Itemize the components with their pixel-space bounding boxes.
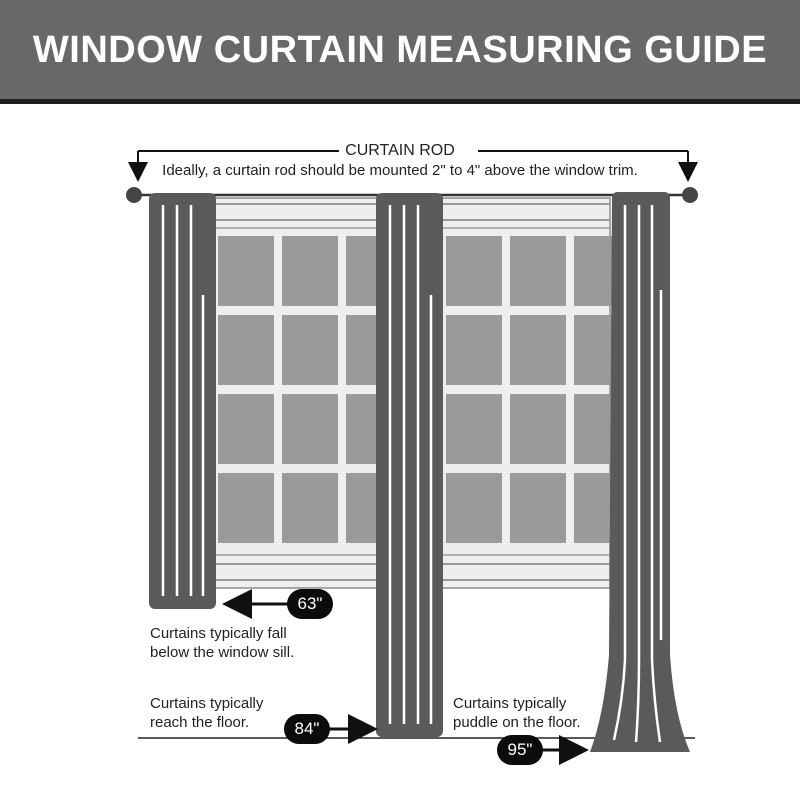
- window-pane: [510, 236, 566, 306]
- length-badge-63: 63": [287, 589, 333, 619]
- window-pane: [446, 473, 502, 543]
- caption-84: [150, 694, 263, 732]
- window-pane: [446, 315, 502, 385]
- window-pane: [282, 394, 338, 464]
- length-badge-95: 95": [497, 735, 543, 765]
- window-pane: [282, 236, 338, 306]
- page-title: WINDOW CURTAIN MEASURING GUIDE: [32, 29, 768, 71]
- window-pane: [218, 394, 274, 464]
- window-pane: [218, 315, 274, 385]
- length-badge-84: 84": [284, 714, 330, 744]
- window-pane: [282, 473, 338, 543]
- caption-63: [150, 624, 294, 662]
- window-pane: [218, 473, 274, 543]
- curtain-84-panel: [376, 193, 443, 737]
- window-pane: [510, 315, 566, 385]
- window-pane: [510, 394, 566, 464]
- caption-63-line2: below the window sill.: [150, 644, 295, 661]
- window-pane: [446, 394, 502, 464]
- caption-95: [453, 694, 581, 732]
- window-pane: [510, 473, 566, 543]
- rod-label: CURTAIN ROD: [0, 142, 800, 160]
- window-pane: [218, 236, 274, 306]
- caption-95-line1: Curtains typically: [453, 695, 567, 712]
- curtain-63-panel: [149, 193, 216, 609]
- caption-95-line2: puddle on the floor.: [453, 714, 581, 731]
- rod-note: Ideally, a curtain rod should be mounted 2" to 4" above the window trim.: [162, 162, 638, 179]
- caption-84-line1: Curtains typically: [150, 695, 264, 712]
- window-pane: [446, 236, 502, 306]
- caption-63-line1: Curtains typically fall: [150, 625, 287, 642]
- caption-84-line2: reach the floor.: [150, 714, 250, 731]
- window-pane: [282, 315, 338, 385]
